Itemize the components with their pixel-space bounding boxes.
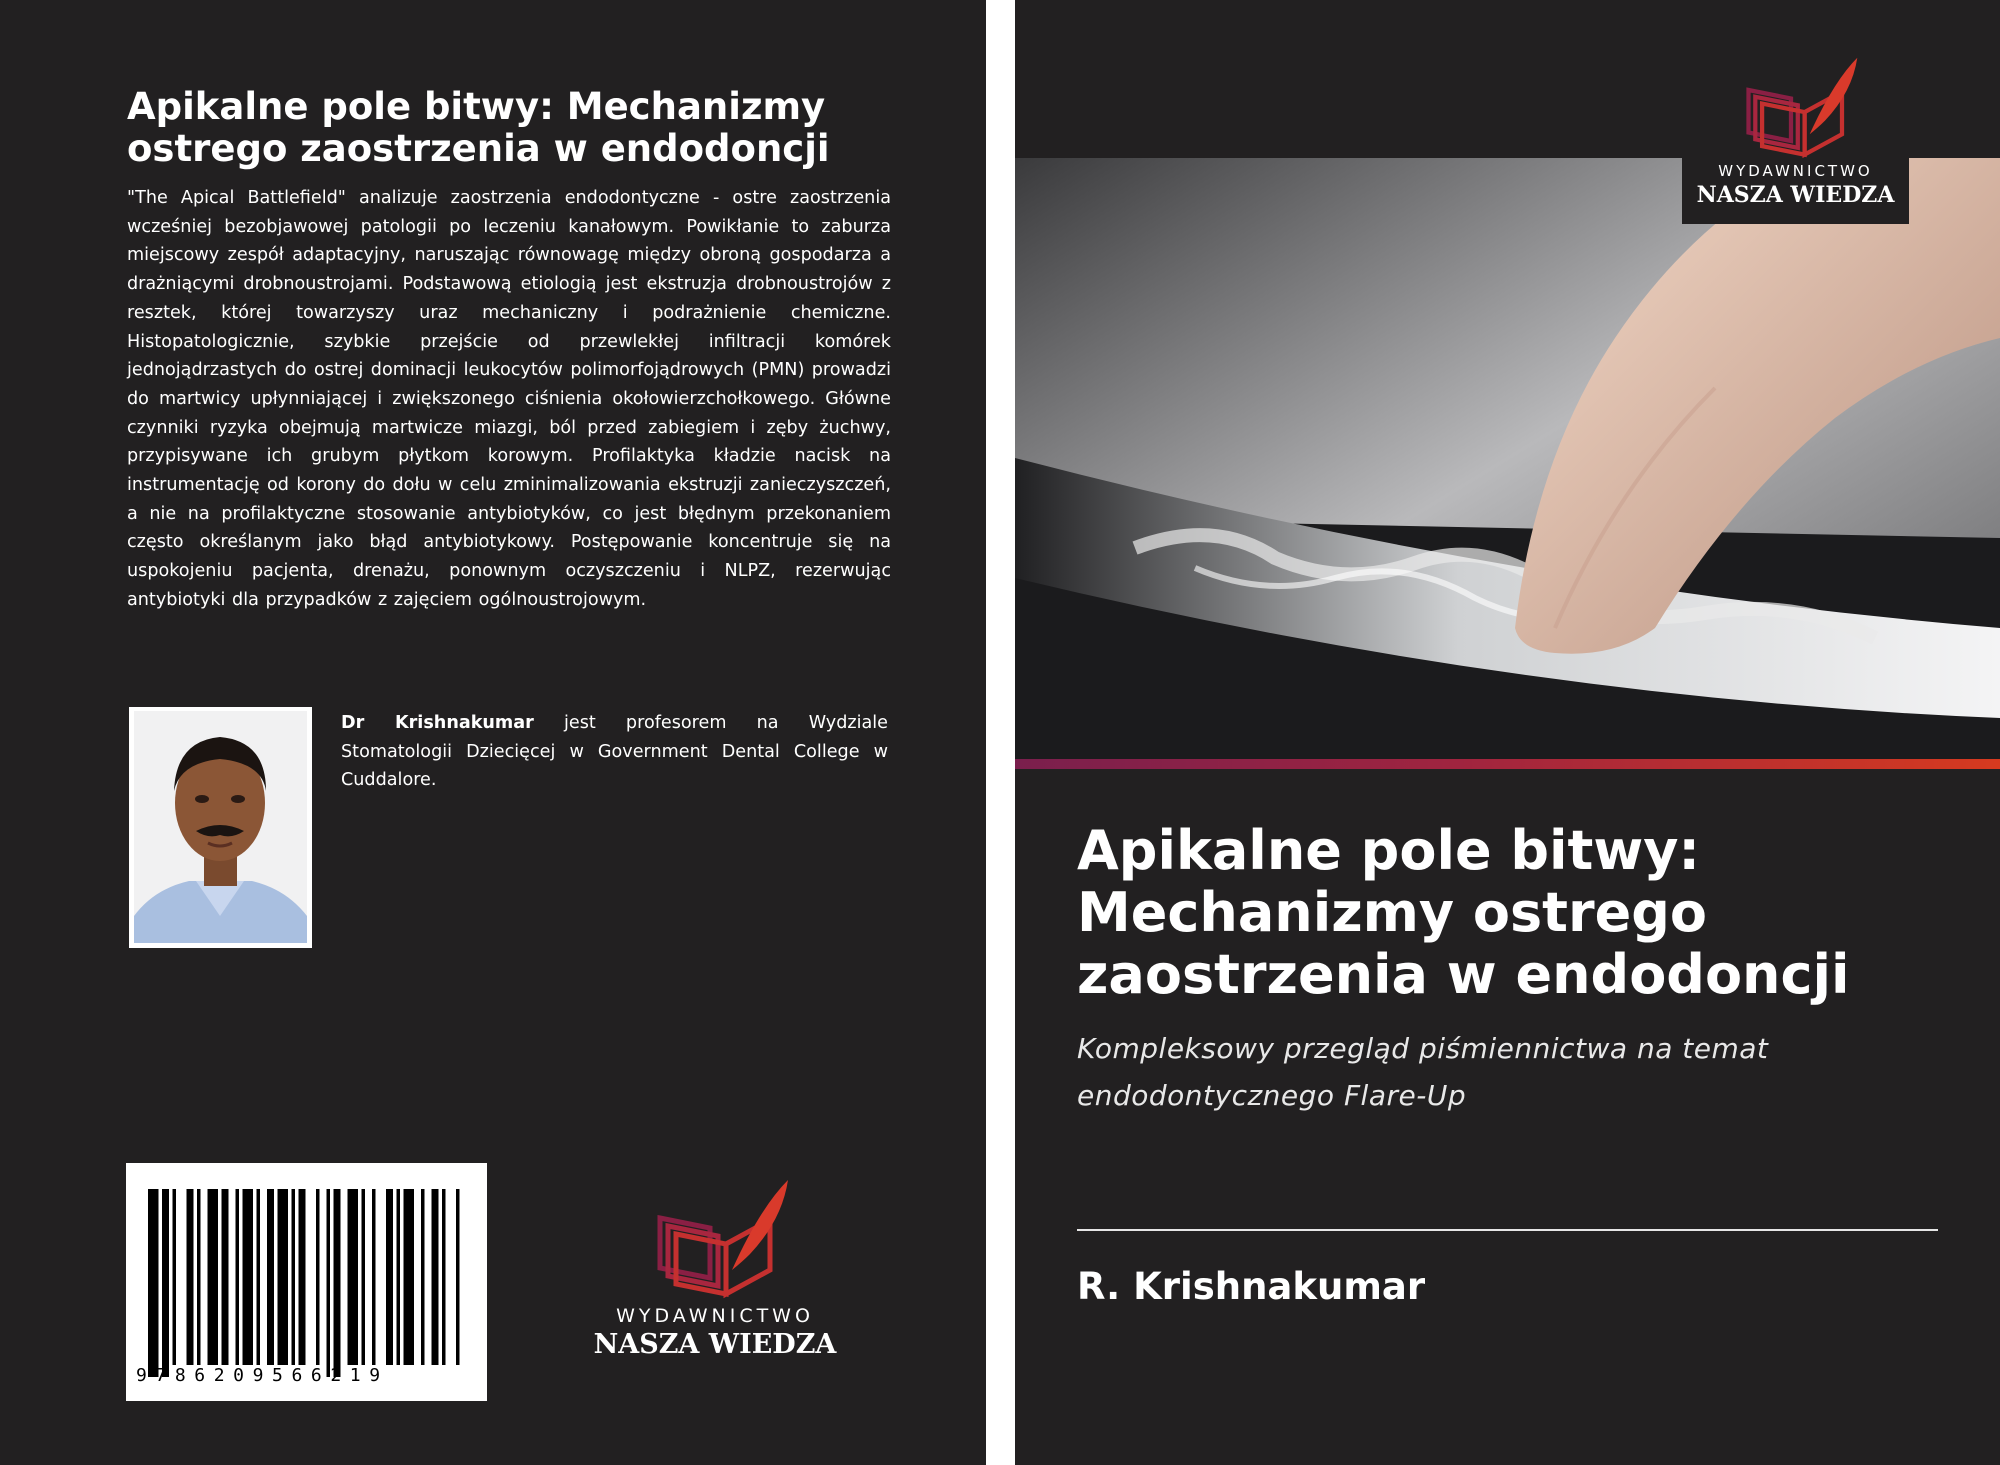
isbn-barcode	[126, 1163, 487, 1401]
front-cover-subtitle	[1077, 1025, 1877, 1119]
barcode-bar	[421, 1189, 425, 1365]
subtitle-line-2: endodontycznego Flare-Up	[1077, 1079, 1467, 1112]
barcode-bar	[397, 1189, 401, 1365]
publisher-sub-label: WYDAWNICTWO	[616, 1305, 814, 1327]
barcode-bar	[243, 1189, 254, 1365]
front-cover-title	[1077, 820, 1957, 1006]
author-bio-name: Dr Krishnakumar	[341, 713, 534, 733]
accent-stripe	[1015, 759, 2000, 769]
barcode-bar	[362, 1189, 366, 1365]
front-title-line-1: Apikalne pole bitwy:	[1077, 819, 1701, 882]
barcode-bar	[208, 1189, 219, 1365]
cover-photo-xray	[1015, 158, 2000, 759]
barcode-bar	[442, 1189, 446, 1365]
author-bio-text: jest profesorem na Wydziale Stomatologii Dziecięcej w Government Dental College w Cuddalore.	[341, 713, 889, 791]
barcode-bar	[432, 1189, 439, 1365]
xray-hand-image	[1015, 158, 2000, 759]
front-cover	[1015, 0, 2000, 1465]
barcode-bar	[372, 1189, 376, 1365]
barcode-bar	[148, 1189, 159, 1377]
author-photo	[129, 707, 312, 948]
barcode-bar	[327, 1189, 331, 1377]
front-title-line-3: zaostrzenia w endodoncji	[1077, 943, 1850, 1006]
back-cover-title	[127, 86, 887, 170]
publisher-logo-front	[1682, 52, 1909, 224]
barcode-bar	[278, 1189, 289, 1365]
subtitle-line-1: Kompleksowy przegląd piśmiennictwa na temat	[1077, 1032, 1769, 1065]
barcode-bar	[456, 1189, 460, 1365]
barcode-bar	[236, 1189, 240, 1365]
front-title-line-2: Mechanizmy ostrego	[1077, 881, 1707, 944]
back-title-line-1: Apikalne pole bitwy: Mechanizmy	[127, 85, 826, 128]
barcode-bar	[162, 1189, 169, 1377]
front-cover-author: R. Krishnakumar	[1077, 1265, 1426, 1308]
barcode-bar	[267, 1189, 274, 1365]
publisher-emblem-icon	[590, 1170, 840, 1300]
barcode-bar	[404, 1189, 415, 1365]
publisher-emblem-front-icon	[1682, 52, 1909, 162]
barcode-bar	[316, 1189, 320, 1365]
publisher-name-label-front: NASZA WIEDZA	[1696, 182, 1895, 208]
back-cover	[0, 0, 986, 1465]
publisher-logo-back	[590, 1170, 840, 1370]
spine-gap	[986, 0, 1015, 1465]
book-blurb: "The Apical Battlefield" analizuje zaostrzenia endodontyczne - ostre zaostrzenia wcześniej bezobjawowej patologii po leczeniu kanałowym. Powikłanie to zaburza miejscowy zespół adaptacyjny, naruszając równowagę między obroną gospodarza a drażniącymi drobnoustrojami. Podstawową etiologią jest ekstruzja drobnoustrojów z resztek, której towarzyszy uraz mechaniczny i podrażnienie chemiczne. Histopatologicznie, szybkie przejście od przewlekłej infiltracji komórek jednojądrzastych do ostrej dominacji leukocytów polimorfojądrowych (PMN) prowadzi do martwicy upłynniającej i zwiększonego ciśnienia okołowierzchołkowego. Główne czynniki ryzyka obejmują martwicze miazgi, ból przed zabiegiem i zęby żuchwy, przypisywane ich grubym płytkom korowym. Profilaktyka kładzie nacisk na instrumentację od korony do dołu w celu zminimalizowania ekstruzji zanieczyszczeń, a nie na profilaktyczne stosowanie antybiotyków, co jest błędnym przekonaniem często określanym jako błąd antybiotykowy. Postępowanie koncentruje się na uspokojeniu pacjenta, drenażu, ponownym oczyszczeniu i NLPZ, rezerwując antybiotyki dla przypadków z zajęciem ogólnoustrojowym.	[127, 188, 891, 610]
barcode-bar	[257, 1189, 261, 1365]
barcode-bar	[187, 1189, 194, 1365]
barcode-bar	[173, 1189, 177, 1365]
isbn-digits: 9786209566219	[136, 1365, 389, 1386]
barcode-bar	[386, 1189, 393, 1365]
author-bio	[341, 709, 888, 795]
barcode-bar	[299, 1189, 306, 1365]
barcode-bar	[292, 1189, 296, 1365]
publisher-name-label: NASZA WIEDZA	[593, 1329, 837, 1360]
publisher-sub-label-front: WYDAWNICTWO	[1718, 162, 1873, 180]
barcode-bar	[197, 1189, 201, 1365]
barcode-bar	[348, 1189, 359, 1365]
barcode-bar	[334, 1189, 341, 1377]
author-portrait-image	[134, 711, 307, 943]
barcode-bar	[222, 1189, 229, 1365]
back-title-line-2: ostrego zaostrzenia w endodoncji	[127, 127, 830, 170]
title-divider	[1077, 1229, 1938, 1231]
